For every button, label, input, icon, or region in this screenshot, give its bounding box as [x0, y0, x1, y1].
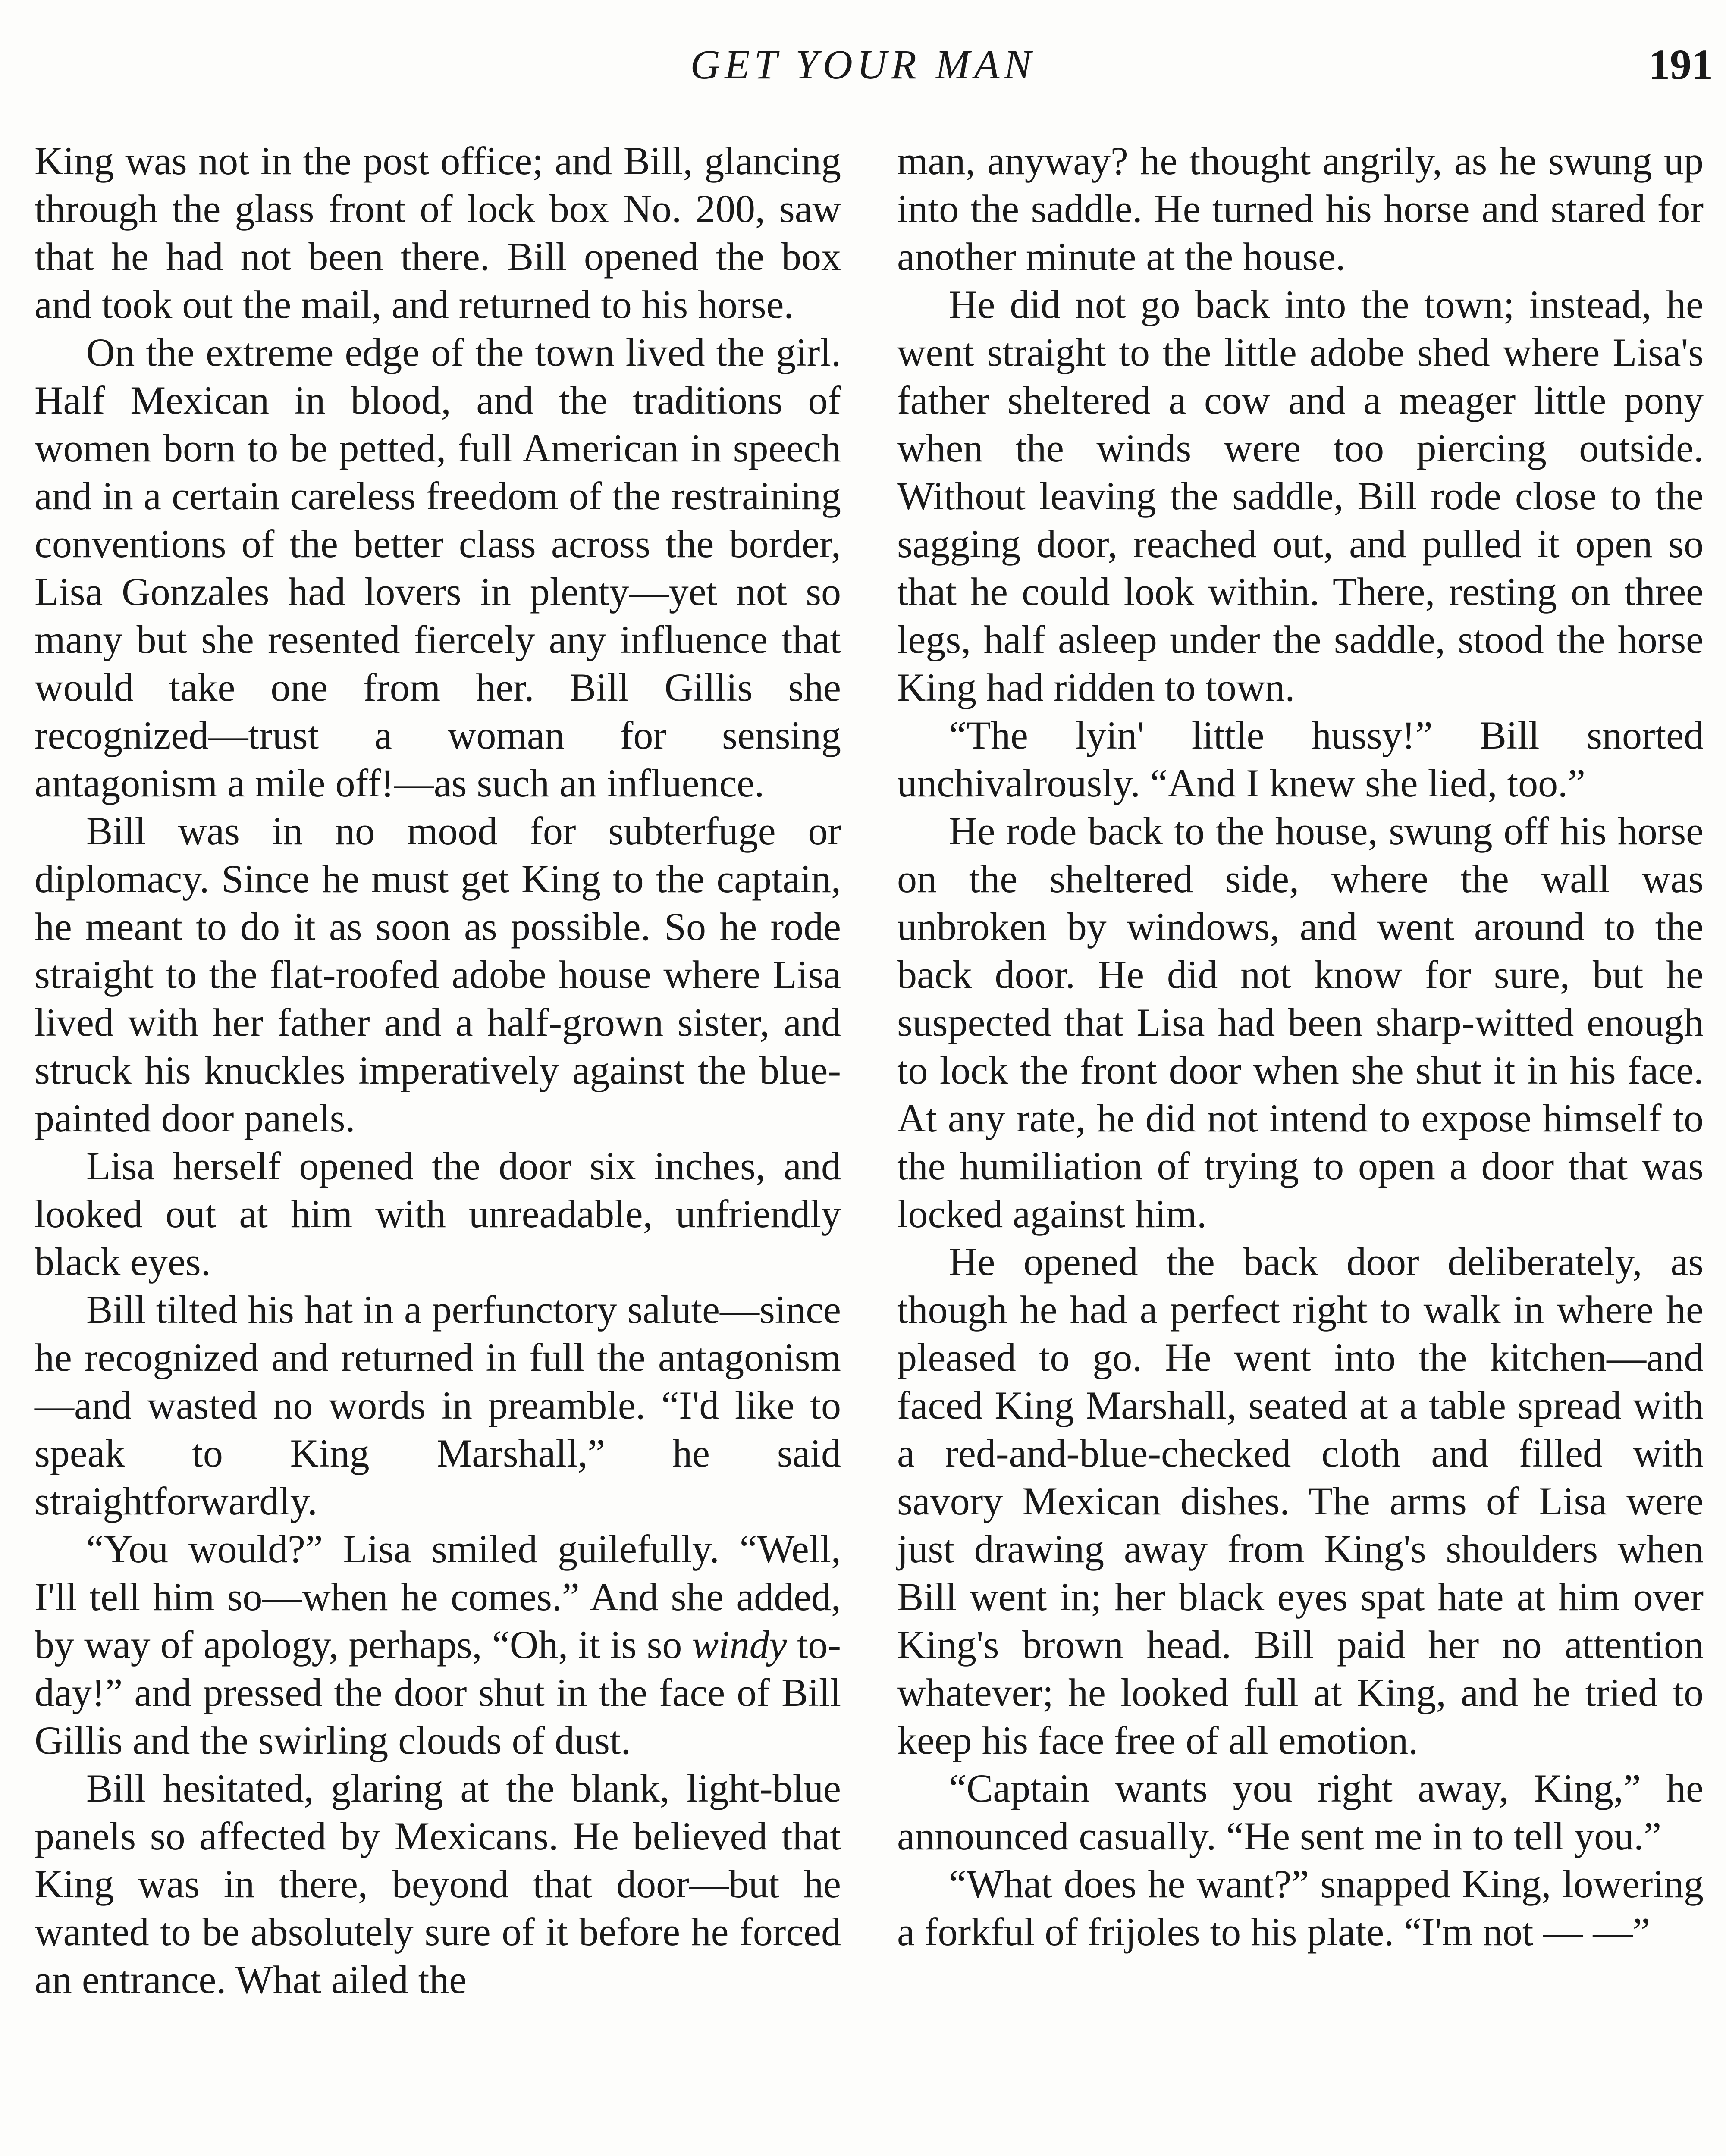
- paragraph: He opened the back door deliberately, as though he had a perfect right to walk in where he pleased to go. He went into the kitchen—and faced King Marshall, seated at a table spread with a red-and-blue-checked cloth and filled with savory Mexican dishes. The arms of Lisa were just drawing away from King's shoulders when Bill went in; her black eyes spat hate at him over King's brown head. Bill paid her no attention whatever; he looked full at King, and he tried to keep his face free of all emotion.: [897, 1240, 1704, 1762]
- paragraph-continuation: man, anyway? he thought angrily, as he swung up into the saddle. He turned his horse and stared for another minute at the house.: [897, 139, 1704, 279]
- right-column: [897, 137, 1704, 1956]
- paragraph: Bill hesitated, glaring at the blank, light-blue panels so affected by Mexicans. He believed that King was in there, beyond that door—but he wanted to be absolutely sure of it before he forced an entrance. What ailed the: [35, 1766, 841, 2002]
- italic-emphasis: windy: [692, 1623, 787, 1667]
- page-number: 191: [1648, 41, 1713, 88]
- paragraph: Lisa herself opened the door six inches, and looked out at him with unreadable, unfriendly black eyes.: [35, 1144, 841, 1284]
- paragraph: He rode back to the house, swung off his horse on the sheltered side, where the wall was unbroken by windows, and went around to the back door. He did not know for sure, but he suspected that Lisa had been sharp-witted enough to lock the front door when she shut it in his face. At any rate, he did not intend to expose himself to the humiliation of trying to open a door that was locked against him.: [897, 809, 1704, 1236]
- paragraph-with-italic: [35, 1525, 841, 1764]
- paragraph: Bill tilted his hat in a perfunctory salute—since he recognized and returned in full the antagonism—and wasted no words in preamble. “I'd like to speak to King Marshall,” he said straightforwardly.: [35, 1288, 841, 1523]
- paragraph: King was not in the post office; and Bill, glancing through the glass front of lock box No. 200, saw that he had not been there. Bill opened the box and took out the mail, and returned to his horse.: [35, 139, 841, 326]
- running-title: GET YOUR MAN: [690, 41, 1036, 88]
- paragraph-text: to-day!” and pressed the door shut in the face of Bill Gillis and the swirling clouds of dust.: [35, 1623, 841, 1762]
- paragraph: On the extreme edge of the town lived the girl. Half Mexican in blood, and the traditions of women born to be petted, full American in speech and in a certain careless freedom of the restraining conventions of the better class across the border, Lisa Gonzales had lovers in plenty—yet not so many but she resented fiercely any influence that would take one from her. Bill Gillis she recognized—trust a woman for sensing antagonism a mile off!—as such an influence.: [35, 330, 841, 805]
- paragraph: “Captain wants you right away, King,” he announced casually. “He sent me in to tell you.”: [897, 1766, 1704, 1858]
- running-head: [0, 30, 1726, 99]
- paragraph: “What does he want?” snapped King, lowering a forkful of frijoles to his plate. “I'm not — —”: [897, 1862, 1704, 1954]
- paragraph: He did not go back into the town; instead, he went straight to the little adobe shed where Lisa's father sheltered a cow and a meager little pony when the winds were too piercing outside. Without leaving the saddle, Bill rode close to the sagging door, reached out, and pulled it open so that he could look within. There, resting on three legs, half asleep under the saddle, stood the horse King had ridden to town.: [897, 282, 1704, 709]
- paragraph-text: “You would?” Lisa smiled guilefully. “Well, I'll tell him so—when he comes.” And she added, by way of apology, perhaps, “Oh, it is so: [35, 1527, 841, 1667]
- paragraph: “The lyin' little hussy!” Bill snorted unchivalrously. “And I knew she lied, too.”: [897, 713, 1704, 805]
- paragraph: Bill was in no mood for subterfuge or diplomacy. Since he must get King to the captain, he meant to do it as soon as possible. So he rode straight to the flat-roofed adobe house where Lisa lived with her father and a half-grown sister, and struck his knuckles imperatively against the blue-painted door panels.: [35, 809, 841, 1140]
- left-column: [35, 137, 841, 2004]
